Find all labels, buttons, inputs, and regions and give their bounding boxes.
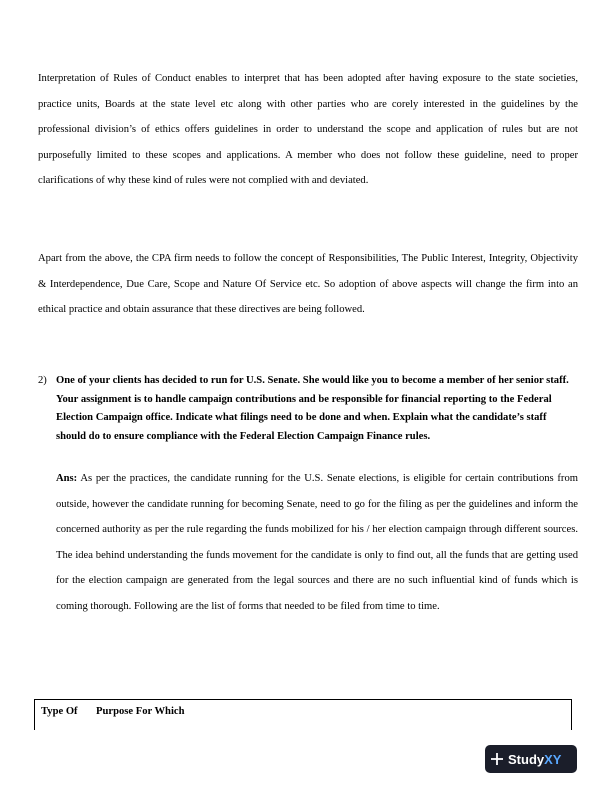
studyxy-logo	[485, 745, 577, 773]
answer-text: As per the practices, the candidate running for the U.S. Senate elections, is eligible for certain contributions from outside, however the candidate running for becoming Senate, need to go for the filing as per the guidelines and inform the concerned authority as per the rule regarding the funds mobilized for his / her election campaign through different sources. The idea behind understanding the funds movement for the candidate is only to find out, all the funds that are getting used for the election campaign are generated from the legal sources and there are no such influential kind of funds which is coming thorough. Following are the list of forms that needed to be filed from time to time.	[56, 473, 578, 612]
paragraph-interpretation: Interpretation of Rules of Conduct enables to interpret that has been adopted after having exposure to the state societies, practice units, Boards at the state level etc along with other parties who are corely interested in the guidelines by the professional division’s of ethics offers guidelines in order to understand the scope and application of rules but are not purposefully limited to these scopes and applications. A member who does not follow these guideline, need to proper clarifications of why these kind of rules were not complied with and deviated.	[38, 73, 578, 187]
question-number: 2)	[38, 375, 47, 386]
plus-icon	[491, 753, 503, 765]
svg-text:StudyXY	[508, 752, 562, 767]
logo-text-study: Study	[508, 752, 545, 767]
answer-paragraph	[56, 466, 578, 620]
question-text: One of your clients has decided to run for U.S. Senate. She would like you to become a member of her senior staff. Your assignment is to handle campaign contributions and be responsible for financial reporting to the Federal Election Campaign office. Indicate what filings need to be done and when. Explain what the candidate’s staff should do to ensure compliance with the Federal Election Campaign Finance rules.	[56, 375, 569, 442]
table-header-purpose: Purpose For Which	[96, 706, 185, 717]
table-header-type: Type Of	[41, 706, 78, 717]
answer-label: Ans:	[56, 473, 78, 484]
paragraph-cpa-firm: Apart from the above, the CPA firm needs to follow the concept of Responsibilities, The Public Interest, Integrity, Objectivity & Interdependence, Due Care, Scope and Nature Of Service etc. So adoption of above aspects will change the firm into an ethical practice and obtain assurance that these directives are being followed.	[38, 253, 578, 316]
studyxy-logo-mark	[489, 749, 573, 769]
logo-text-xy: XY	[544, 752, 562, 767]
